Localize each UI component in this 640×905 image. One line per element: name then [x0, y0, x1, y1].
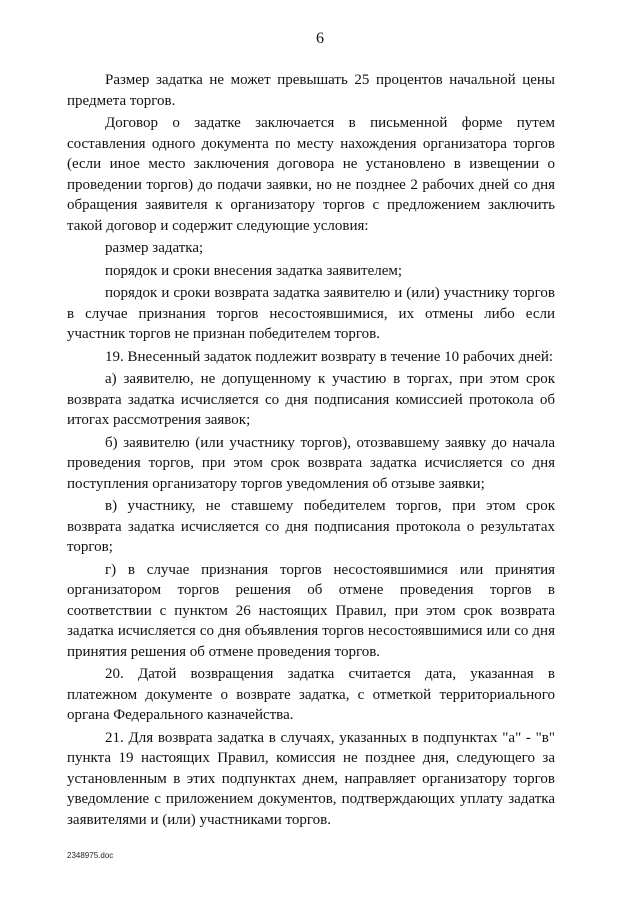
paragraph-deposit-limit: Размер задатка не может превышать 25 процентов начальной цены предмета торгов.	[67, 72, 555, 109]
paragraph-condition-return: порядок и сроки возврата задатка заявителю и (или) участнику торгов в случае признания торгов несостоявшимися, их отмены либо если участник торгов не признан победителем торгов.	[67, 285, 555, 342]
paragraph-clause-19-b: б) заявителю (или участнику торгов), отозвавшему заявку до начала проведения торгов, при этом срок возврата задатка исчисляется со дня поступления организатору торгов уведомления об отзыве заявки;	[67, 434, 555, 492]
document-body	[67, 70, 555, 832]
paragraph-clause-19-a: а) заявителю, не допущенному к участию в торгах, при этом срок возврата задатка исчисляется со дня подписания комиссией протокола об итогах рассмотрения заявок;	[67, 371, 555, 428]
paragraph-clause-19-g: г) в случае признания торгов несостоявшимися или принятия организатором торгов решения об отмене проведения торгов в соответствии с пунктом 26 настоящих Правил, при этом срок возврата задатка исчисляется со дня объявления торгов несостоявшимися или со дня принятия решения об отмене проведения торгов.	[67, 561, 555, 660]
paragraph-clause-19: 19. Внесенный задаток подлежит возврату в течение 10 рабочих дней:	[105, 348, 554, 365]
paragraph-condition-payment: порядок и сроки внесения задатка заявителем;	[105, 262, 403, 279]
paragraph-clause-20: 20. Датой возвращения задатка считается дата, указанная в платежном документе о возврате задатка, с отметкой территориального органа Федерального казначейства.	[67, 666, 555, 723]
paragraph-condition-amount: размер задатка;	[105, 240, 204, 256]
page-number: 6	[316, 30, 324, 47]
paragraph-clause-21: 21. Для возврата задатка в случаях, указанных в подпунктах "а" - "в" пункта 19 настоящих Правил, комиссия не позднее дня, следующего за установленным в этих подпунктах днем, направляет организатору торгов уведомление с приложением документов, подтверждающих уплату задатка заявителями и (или) участниками торгов.	[67, 729, 555, 828]
paragraph-deposit-agreement: Договор о задатке заключается в письменной форме путем составления одного документа по месту нахождения организатора торгов (если иное место заключения договора не установлено в извещении о проведении торгов) до подачи заявки, но не позднее 2 рабочих дней со дня обращения заявителя к организатору торгов с предложением заключить такой договор и содержит следующие условия:	[67, 115, 555, 234]
document-footer-filename: 2348975.doc	[67, 851, 114, 860]
paragraph-clause-19-v: в) участнику, не ставшему победителем торгов, при этом срок возврата задатка исчисляется со дня подписания протокола о результатах торгов;	[67, 498, 555, 555]
